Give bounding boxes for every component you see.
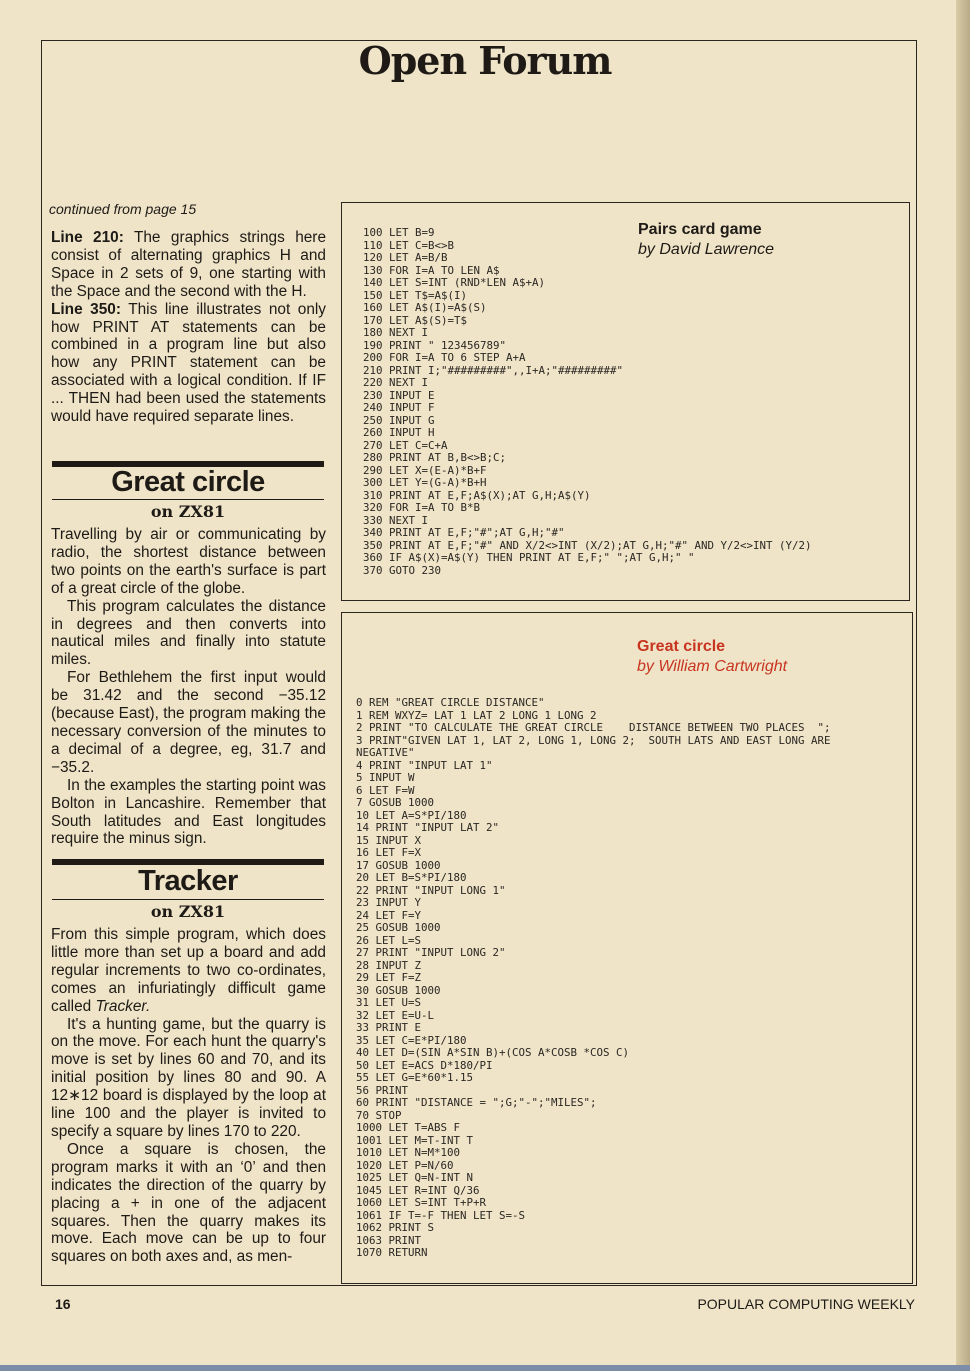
great-circle-paragraph: In the examples the starting point was Bolton in Lancashire. Remember that South latitudes and East longitudes require the minus sign. (51, 776, 326, 848)
great-circle-heading-rule (52, 499, 324, 500)
great-circle-subheading: on ZX81 (150, 502, 226, 521)
tracker-paragraph: It's a hunting game, but the quarry is on the move. For each hunt the quarry's move is set by lines 60 and 70, and its initial position by lines 80 and 90. A 12∗12 board is displayed by the loop at line 100 and the player is invited to specify a square by lines 170 to 220. (51, 1015, 326, 1140)
tracker-paragraph-text: From this simple program, which does little more than set up a board and add regular increments to two co-ordinates, comes an infuriatingly difficult game called (51, 926, 326, 1015)
continued-note: continued from page 15 (49, 201, 197, 217)
line-210-text: The graphics strings here consist of alternating graphics H and Space in 2 sets of 9, one starting with the Space and the second with the H. (51, 229, 326, 300)
intro-paragraph-line-210 (51, 229, 326, 301)
tracker-article (51, 926, 326, 1266)
page-number: 16 (55, 1296, 71, 1312)
great-circle-heading: Great circle (111, 466, 265, 498)
tracker-paragraph (51, 926, 326, 1016)
tracker-heading: Tracker (138, 865, 238, 897)
tracker-paragraph: Once a square is chosen, the program marks it with an ‘0’ and then indicates the direction of the quarry by placing a + in one of the adjacent squares. Then the quarry makes its move. Each move can be up to four squares on both axes and, as men- (51, 1140, 326, 1266)
pairs-title: Pairs card game (638, 221, 762, 238)
line-350-text: This line illustrates not only how PRINT AT statements can be combined in a program line but also how any PRINT statement can be associated with a logical condition. If IF ... THEN had been used the statements would have required separate lines. (51, 300, 326, 426)
tracker-game-name: Tracker. (95, 997, 151, 1015)
bottom-background-strip (0, 1365, 970, 1371)
great-circle-article (51, 526, 326, 848)
great-circle-paragraph: For Bethlehem the first input would be 31.42 and the second −35.12 (because East), the program making the necessary conversion of the minutes to a decimal of a degree, eg, 31.7 and −35.2. (51, 669, 326, 776)
page-title: Open Forum (358, 38, 612, 83)
great-circle-listing-author: by William Cartwright (637, 658, 788, 675)
magazine-masthead: POPULAR COMPUTING WEEKLY (697, 1296, 915, 1312)
great-circle-paragraph: Travelling by air or communicating by radio, the shortest distance between two points on the earth's surface is part of a great circle of the globe. (51, 526, 326, 597)
page-edge-shadow (956, 0, 970, 1371)
great-circle-listing-title: Great circle (637, 638, 726, 655)
line-350-label: Line 350: (51, 300, 121, 318)
line-210-label: Line 210: (51, 229, 124, 246)
pairs-author: by David Lawrence (638, 241, 775, 258)
great-circle-paragraph: This program calculates the distance in degrees and then converts into nautical miles and finally into statute miles. (51, 597, 326, 669)
intro-paragraph-line-350 (51, 301, 326, 426)
tracker-heading-rule (52, 899, 324, 900)
great-circle-code-listing: 0 REM "GREAT CIRCLE DISTANCE" 1 REM WXYZ= LAT 1 LAT 2 LONG 1 LONG 2 2 PRINT "TO CALCULATE THE GREAT CIRCLE DISTANCE BETWEEN TWO PLACES "; 3 PRINT"GIVEN LAT 1, LAT 2, LONG 1, LONG 2; SOUTH LATS AND EAST LONG ARE NEGATIVE" 4 PRINT "INPUT LAT 1" 5 INPUT W 6 LET F=W 7 GOSUB 1000 10 LET A=S*PI/180 14 PRINT "INPUT LAT 2" 15 INPUT X 16 LET F=X 17 GOSUB 1000 20 LET B=S*PI/180 22 PRINT "INPUT LONG 1" 23 INPUT Y 24 LET F=Y 25 GOSUB 1000 26 LET L=S 27 PRINT "INPUT LONG 2" 28 INPUT Z 29 LET F=Z 30 GOSUB 1000 31 LET U=S 32 LET E=U-L 33 PRINT E 35 LET C=E*PI/180 40 LET D=(SIN A*SIN B)+(COS A*COSB *COS C) 50 LET E=ACS D*180/PI 55 LET G=E*60*1.15 56 PRINT 60 PRINT "DISTANCE = ";G;"-";"MILES"; 70 STOP 1000 LET T=ABS F 1001 LET M=T-INT T 1010 LET N=M*100 1020 LET P=N/60 1025 LET Q=N-INT N 1045 LET R=INT Q/36 1060 LET S=INT T+P+R 1061 IF T=-F THEN LET S=-S 1062 PRINT S 1063 PRINT 1070 RETURN (356, 696, 831, 1259)
pairs-code-listing: 100 LET B=9 110 LET C=B<>B 120 LET A=B/B 130 FOR I=A TO LEN A$ 140 LET S=INT (RND*LEN A$+A) 150 LET T$=A$(I) 160 LET A$(I)=A$(S) 170 LET A$(S)=T$ 180 NEXT I 190 PRINT " 123456789" 200 FOR I=A TO 6 STEP A+A 210 PRINT I;"#########",,I+A;"#########" 220 NEXT I 230 INPUT E 240 INPUT F 250 INPUT G 260 INPUT H 270 LET C=C+A 280 PRINT AT B,B<>B;C; 290 LET X=(E-A)*B+F 300 LET Y=(G-A)*B+H 310 PRINT AT E,F;A$(X);AT G,H;A$(Y) 320 FOR I=A TO B*B 330 NEXT I 340 PRINT AT E,F;"#";AT G,H;"#" 350 PRINT AT E,F;"#" AND X/2<>INT (X/2);AT G,H;"#" AND Y/2<>INT (Y/2) 360 IF A$(X)=A$(Y) THEN PRINT AT E,F;" ";AT G,H;" " 370 GOTO 230 (363, 226, 812, 577)
tracker-subheading: on ZX81 (150, 902, 226, 921)
intro-text (51, 229, 326, 426)
